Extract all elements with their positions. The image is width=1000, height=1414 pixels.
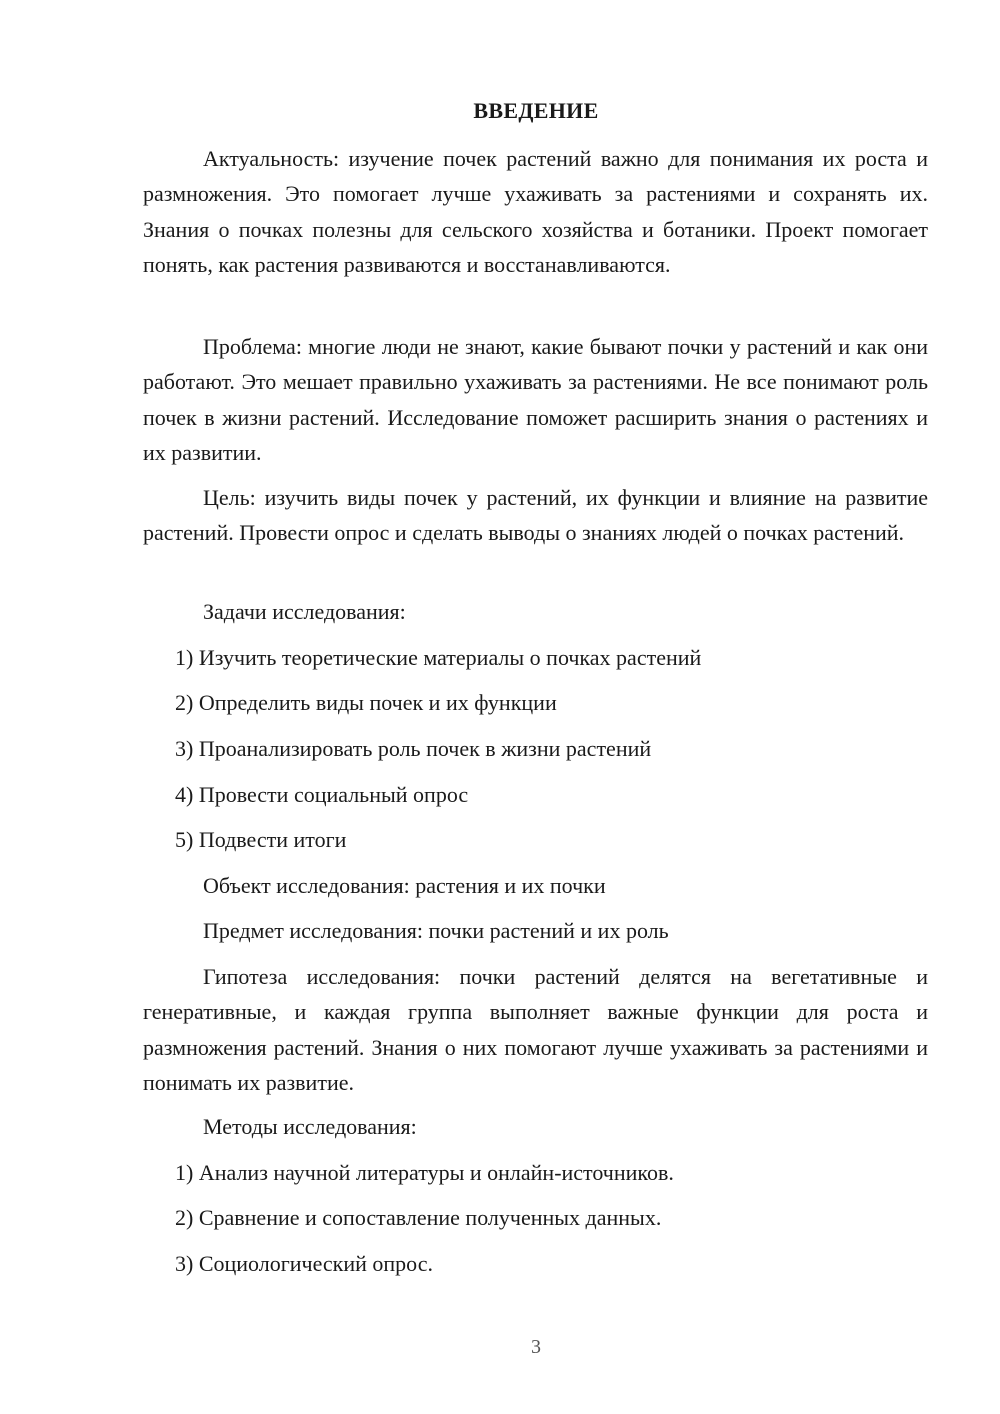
- goal-paragraph: Цель: изучить виды почек у растений, их функции и влияние на развитие растений. Провести опрос и сделать выводы о знаниях людей о почках растений.: [143, 485, 928, 546]
- page-title: ВВЕДЕНИЕ: [473, 98, 599, 123]
- relevance-paragraph: Актуальность: изучение почек растений важно для понимания их роста и размножения. Это помогает лучше ухаживать за растениями и сохранять их. Знания о почках полезны для сельского хозяйства и ботаники. Проект помогает понять, как растения развиваются и восстанавливаются.: [143, 146, 928, 277]
- list-item: 2) Сравнение и сопоставление полученных данных.: [175, 1205, 662, 1230]
- problem-paragraph: Проблема: многие люди не знают, какие бывают почки у растений и как они работают. Это мешает правильно ухаживать за растениями. Не все понимают роль почек в жизни растений. Исследование поможет расширить знания о растениях и их развитии.: [143, 334, 928, 465]
- list-item: 1) Анализ научной литературы и онлайн-источников.: [175, 1160, 674, 1185]
- hypothesis-paragraph: Гипотеза исследования: почки растений делятся на вегетативные и генеративные, и каждая группа выполняет важные функции для роста и размножения растений. Знания о них помогают лучше ухаживать за растениями и понимать их развитие.: [143, 964, 928, 1095]
- list-item: 3) Проанализировать роль почек в жизни растений: [175, 736, 652, 761]
- list-item: 2) Определить виды почек и их функции: [175, 690, 557, 715]
- tasks-label: Задачи исследования:: [203, 599, 406, 624]
- page-number: 3: [531, 1336, 541, 1358]
- list-item: 4) Провести социальный опрос: [175, 782, 469, 807]
- methods-label: Методы исследования:: [203, 1114, 417, 1139]
- research-subject: Предмет исследования: почки растений и их роль: [203, 918, 669, 943]
- list-item: 1) Изучить теоретические материалы о почках растений: [175, 645, 702, 670]
- research-object: Объект исследования: растения и их почки: [203, 873, 606, 898]
- list-item: 5) Подвести итоги: [175, 827, 347, 852]
- list-item: 3) Социологический опрос.: [175, 1251, 433, 1276]
